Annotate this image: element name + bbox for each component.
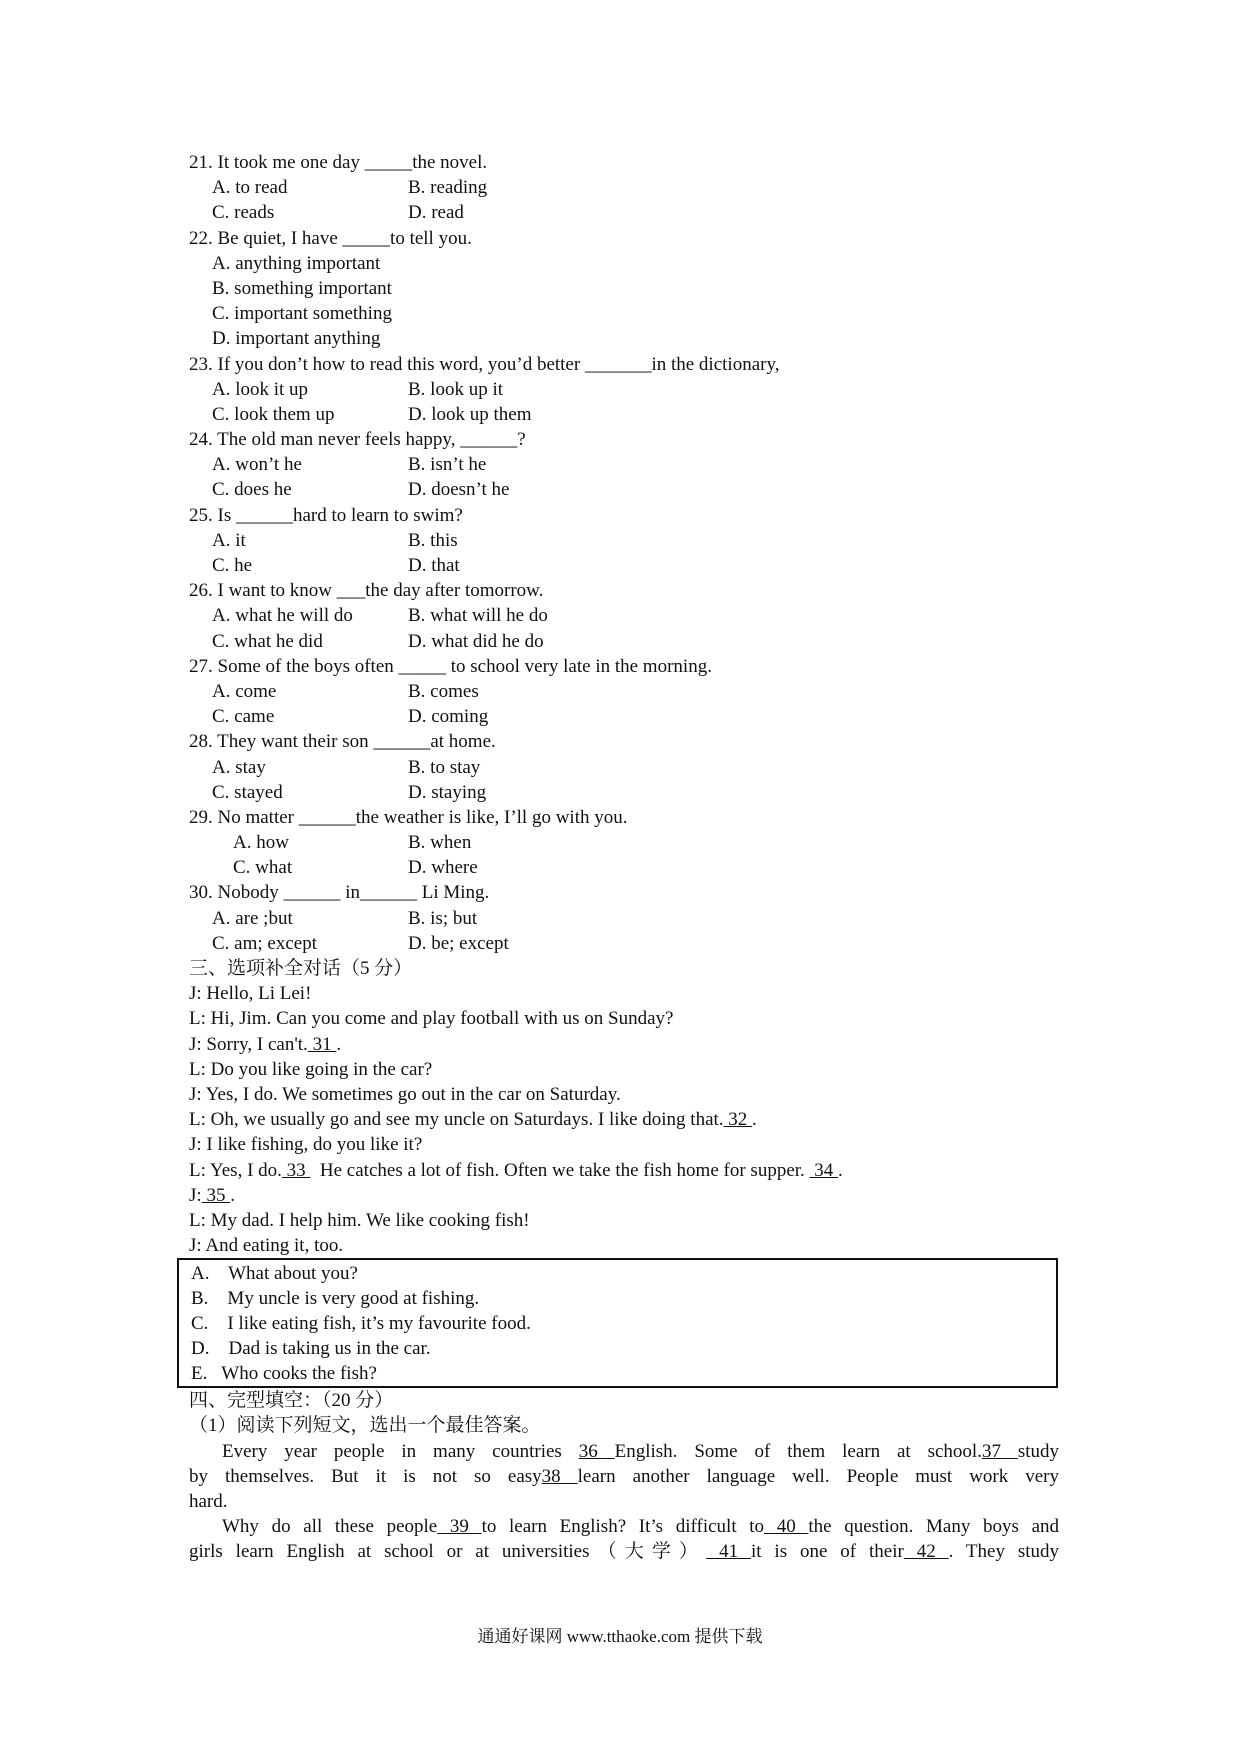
option-row <box>189 603 1059 628</box>
option-row <box>189 629 1059 654</box>
text: Why do all these people <box>222 1516 438 1538</box>
section-4-subheading: （1）阅读下列短文，选出一个最佳答案。 <box>189 1415 541 1437</box>
option-row <box>189 402 1059 427</box>
dialogue-line <box>189 1006 1059 1031</box>
question-option: D. doesn’t he <box>408 479 510 501</box>
option-row <box>189 553 1059 578</box>
question-option: C. what <box>233 857 293 879</box>
text: girls learn English at school or at universities（大学） <box>189 1541 707 1563</box>
box-option: A. What about you? <box>191 1263 358 1285</box>
dialogue-line <box>189 1032 1059 1057</box>
question-option: B. look up it <box>408 378 504 400</box>
question-option: A. are ;but <box>212 907 293 929</box>
dialogue-blank: 31 <box>307 1033 337 1055</box>
question-option: D. staying <box>408 781 487 803</box>
paragraph-line <box>189 1439 1059 1464</box>
blank-42: 42 <box>903 1541 949 1563</box>
dialogue-text: J: I like fishing, do you like it? <box>189 1134 423 1156</box>
question-option: A. look it up <box>212 378 309 400</box>
dialogue-line <box>189 1233 1059 1258</box>
question-option: D. look up them <box>408 403 532 425</box>
question-option: C. look them up <box>212 403 335 425</box>
question-option: A. what he will do <box>212 605 353 627</box>
question-option: C. does he <box>212 479 292 501</box>
option-row <box>189 528 1059 553</box>
option-row <box>189 377 1059 402</box>
question-stem: 26. I want to know ___the day after tomorrow. <box>189 580 544 602</box>
dialogue-text: . <box>230 1184 235 1206</box>
dialogue <box>189 981 1059 1258</box>
question-option: D. where <box>408 857 478 879</box>
dialogue-line <box>189 981 1059 1006</box>
question-option: C. came <box>212 706 275 728</box>
option-row <box>189 452 1059 477</box>
cloze-paragraph-2 <box>189 1514 1059 1564</box>
dialogue-text: J: Hello, Li Lei! <box>189 983 312 1005</box>
exam-page <box>189 150 1059 1565</box>
dialogue-text: L: Oh, we usually go and see my uncle on Saturdays. I like doing that. <box>189 1109 724 1131</box>
dialogue-text: J: <box>189 1184 202 1206</box>
options-box <box>177 1258 1058 1388</box>
question-option: B. is; but <box>408 907 478 929</box>
question-stem: 29. No matter ______the weather is like, I’ll go with you. <box>189 806 628 828</box>
dialogue-text: . <box>752 1109 757 1131</box>
option-row <box>189 175 1059 200</box>
option-row <box>189 780 1059 805</box>
dialogue-text: L: Yes, I do. <box>189 1159 282 1181</box>
blank-39: 39 <box>437 1516 482 1538</box>
question-option: A. anything important <box>212 252 381 274</box>
dialogue-line <box>189 1158 1059 1183</box>
dialogue-blank: 32 <box>723 1109 753 1131</box>
paragraph-line <box>189 1514 1059 1539</box>
question-option: A. won’t he <box>212 454 302 476</box>
box-option: E. Who cooks the fish? <box>191 1363 377 1385</box>
question-option: C. what he did <box>212 630 323 652</box>
text: the question. Many boys and <box>808 1516 1060 1538</box>
blank-36: 36 <box>578 1440 615 1462</box>
text: to learn English? It’s difficult to <box>481 1516 765 1538</box>
dialogue-text: J: And eating it, too. <box>189 1235 344 1257</box>
text: Every year people in many countries <box>222 1440 579 1462</box>
question-stem: 23. If you don’t how to read this word, you’d better _______in the dictionary, <box>189 353 780 375</box>
question-option: D. be; except <box>408 932 509 954</box>
paragraph-line <box>189 1464 1059 1489</box>
question-option: B. to stay <box>408 756 481 778</box>
question-stem: 25. Is ______hard to learn to swim? <box>189 504 463 526</box>
option-row <box>189 477 1059 502</box>
question-option: B. reading <box>408 177 488 199</box>
box-option: D. Dad is taking us in the car. <box>191 1338 431 1360</box>
dialogue-line <box>189 1082 1059 1107</box>
option-row <box>189 200 1059 225</box>
question-option: B. comes <box>408 680 479 702</box>
option-row <box>189 755 1059 780</box>
box-option: C. I like eating fish, it’s my favourite food. <box>191 1313 531 1335</box>
dialogue-line <box>189 1057 1059 1082</box>
question-option: C. stayed <box>212 781 283 803</box>
question-option: D. important anything <box>212 328 381 350</box>
question-option: A. how <box>233 832 289 854</box>
blank-41: 41 <box>706 1541 751 1563</box>
option-row <box>189 855 1059 880</box>
question-option: B. this <box>408 529 458 551</box>
text: . They study <box>948 1541 1060 1563</box>
text: English. Some of them learn at school. <box>614 1440 982 1462</box>
question-option: C. he <box>212 555 253 576</box>
option-row <box>189 830 1059 855</box>
question-option: D. read <box>408 202 464 224</box>
question-stem: 28. They want their son ______at home. <box>189 731 496 753</box>
paragraph-line <box>189 1539 1059 1564</box>
question-stem: 30. Nobody ______ in______ Li Ming. <box>189 882 490 904</box>
box-option: B. My uncle is very good at fishing. <box>191 1288 480 1310</box>
cloze-paragraph-1 <box>189 1439 1059 1515</box>
question-option: B. isn’t he <box>408 454 487 476</box>
dialogue-blank-34: 34 <box>809 1159 839 1181</box>
dialogue-text: J: Yes, I do. We sometimes go out in the car on Saturday. <box>189 1083 621 1105</box>
multiple-choice-questions <box>189 150 1059 956</box>
question-stem: 21. It took me one day _____the novel. <box>189 152 488 173</box>
dialogue-blank: 33 <box>281 1159 311 1181</box>
question-stem: 22. Be quiet, I have _____to tell you. <box>189 227 472 249</box>
dialogue-text: J: Sorry, I can't. <box>189 1033 308 1055</box>
question-stem: 27. Some of the boys often _____ to school very late in the morning. <box>189 655 712 677</box>
dialogue-line <box>189 1132 1059 1157</box>
question-option: B. when <box>408 832 472 854</box>
dialogue-text: . <box>838 1159 843 1181</box>
question-stem: 24. The old man never feels happy, ______? <box>189 429 526 451</box>
option-row <box>189 704 1059 729</box>
dialogue-line <box>189 1208 1059 1233</box>
dialogue-text: L: My dad. I help him. We like cooking fish! <box>189 1209 530 1231</box>
blank-38: 38 <box>541 1465 578 1487</box>
dialogue-line <box>189 1107 1059 1132</box>
section-4-heading: 四、完型填空：（20 分） <box>189 1390 394 1412</box>
dialogue-line <box>189 1183 1059 1208</box>
question-option: D. that <box>408 555 460 576</box>
dialogue-blank: 35 <box>201 1184 231 1206</box>
question-option: D. what did he do <box>408 630 544 652</box>
question-option: A. to read <box>212 177 288 199</box>
question-option: A. come <box>212 680 277 702</box>
question-option: C. am; except <box>212 932 317 954</box>
blank-40: 40 <box>764 1516 809 1538</box>
question-option: B. what will he do <box>408 605 548 627</box>
text: it is one of their <box>750 1541 904 1563</box>
section-3-heading: 三、选项补全对话（5 分） <box>189 958 413 979</box>
text: by themselves. But it is not so easy <box>189 1465 542 1487</box>
text: study <box>1017 1440 1060 1462</box>
option-row <box>189 906 1059 931</box>
option-row <box>189 679 1059 704</box>
question-option: C. important something <box>212 303 392 325</box>
dialogue-text: L: Do you like going in the car? <box>189 1058 433 1080</box>
question-option: B. something important <box>212 277 392 299</box>
page-footer: 通通好课网 www.tthaoke.com 提供下载 <box>477 1627 763 1646</box>
blank-37: 37 <box>981 1440 1018 1462</box>
dialogue-text: He catches a lot of fish. Often we take the fish home for supper. <box>310 1159 810 1181</box>
option-row <box>189 931 1059 956</box>
paragraph-line: hard. <box>189 1491 228 1513</box>
text: learn another language well. People must work very <box>577 1465 1059 1487</box>
question-option: D. coming <box>408 706 489 728</box>
dialogue-text: L: Hi, Jim. Can you come and play football with us on Sunday? <box>189 1008 674 1030</box>
question-option: C. reads <box>212 202 275 224</box>
question-option: A. stay <box>212 756 266 778</box>
question-option: A. it <box>212 529 246 551</box>
dialogue-text: . <box>336 1033 342 1055</box>
